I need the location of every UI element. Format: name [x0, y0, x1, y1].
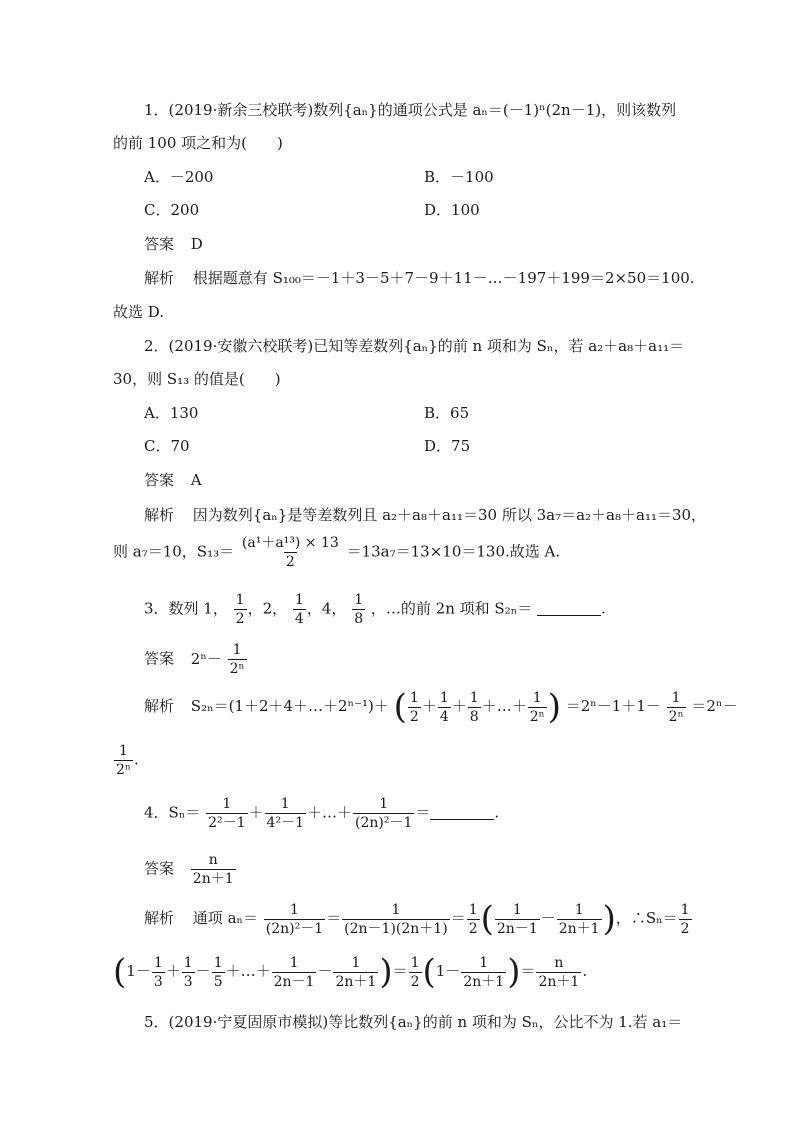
q3-term-2: 2: [262, 599, 273, 618]
denominator: 2n＋1: [192, 871, 234, 887]
numerator: 1: [289, 954, 299, 971]
numerator: 1: [119, 743, 128, 759]
numerator: n: [208, 852, 218, 868]
denominator: 4: [439, 708, 449, 725]
right-paren: ): [379, 952, 393, 992]
analysis-tail: ＝2ⁿ－: [691, 697, 738, 715]
q4-analysis-line1: 解析 通项 aₙ＝ $\frac{1}{\text{(2n)²－1}}$ ＝ $\frac{1}{(2n-1)(2n+1)}$ ＝ $\frac{1}{2}$ ( $\frac{1}{2n-1}$ － $\frac{1}{2n+1}$ )，∴Sₙ＝ $\frac{1}{2}$: [144, 899, 690, 939]
left-paren: (: [393, 687, 407, 727]
denominator: 8: [469, 708, 479, 725]
fraction-1-8: [352, 593, 365, 626]
denominator: 2: [410, 973, 420, 990]
term: 1－: [126, 962, 151, 980]
q1-option-a: A．－200: [144, 168, 214, 186]
fraction-numerator: (a¹＋a¹³) × 13: [241, 535, 339, 551]
numerator: n: [554, 954, 564, 971]
fraction: [342, 903, 450, 936]
left-paren: (: [480, 899, 494, 939]
analysis-post: ＝2ⁿ－1＋1－: [565, 697, 661, 715]
numerator: 1: [222, 796, 232, 812]
denominator: 3: [183, 973, 193, 990]
right-paren: ): [547, 687, 561, 727]
fraction: [528, 691, 547, 724]
q4-lhs: 4．Sₙ＝: [144, 803, 201, 822]
denominator: 5: [213, 973, 223, 990]
denominator: 2n－1: [273, 973, 315, 990]
left-paren: (: [113, 952, 127, 992]
q4-line1: 4．Sₙ＝ $\frac{1}{\text{2²－1}}$ ＋ $\frac{1}{\text{4²－1}}$ ＋…＋ $\frac{1}{\text{(2n)²－1}}$ ＝ .: [144, 796, 500, 831]
q1-line1: 1．(2019·新余三校联考)数列{aₙ}的通项公式是 aₙ＝(－1)ⁿ(2n－1)，则该数列: [144, 101, 677, 119]
fraction: [264, 903, 325, 936]
numerator: 1: [213, 954, 223, 971]
numerator: 1: [232, 642, 242, 658]
q4-answer: [144, 853, 237, 886]
numerator: 1: [439, 689, 449, 706]
answer-label: 答案: [144, 235, 175, 253]
fraction: [467, 903, 480, 936]
denominator: 2: [468, 920, 478, 937]
denominator: 2: [235, 611, 245, 627]
denominator: 2ⁿ: [529, 708, 545, 725]
analysis-label: 解析: [144, 697, 175, 715]
fraction: [438, 691, 451, 724]
denominator: 2²－1: [208, 815, 246, 831]
numerator: 1: [354, 592, 364, 608]
fraction: [667, 691, 686, 724]
answer-label: 答案: [144, 859, 175, 878]
q2-option-b: B．65: [424, 404, 470, 422]
numerator: 1: [532, 689, 542, 706]
fraction: [333, 956, 378, 989]
answer-blank: [537, 615, 601, 616]
numerator: 1: [512, 901, 522, 918]
denominator: 2n＋1: [558, 920, 600, 937]
denominator: 3: [153, 973, 163, 990]
answer-label: 答案: [144, 471, 175, 489]
left-paren: (: [422, 952, 436, 992]
numerator: 1: [671, 689, 681, 706]
fraction-denominator: 2: [285, 554, 295, 570]
q3-sep-4: ，: [331, 599, 347, 618]
fraction: [408, 691, 421, 724]
right-paren: ): [602, 899, 616, 939]
q3-suffix: ，…的前 2n 项和 S₂ₙ＝: [370, 599, 533, 618]
numerator: 1: [479, 954, 489, 971]
q1-line2: 的前 100 项之和为( ): [113, 134, 283, 152]
q3-line1: [144, 593, 606, 626]
q3-term-4: 4: [321, 599, 332, 618]
q2-option-d: D．75: [424, 437, 471, 455]
analysis-pre: S₂ₙ＝(1＋2＋4＋…＋2ⁿ⁻¹)＋: [190, 697, 389, 715]
analysis-post: ＝13a₇＝13×10＝130.故选 A.: [346, 542, 561, 561]
fraction: [212, 956, 225, 989]
numerator: 1: [574, 901, 584, 918]
denominator: (2n－1)(2n＋1): [344, 920, 448, 937]
plus-dots: ＋…＋: [306, 803, 352, 822]
therefore: ，∴Sₙ＝: [615, 909, 678, 927]
analysis-label: 解析: [144, 506, 175, 524]
q3-sep-1: ，: [247, 599, 263, 618]
fraction: [114, 744, 133, 777]
fraction: [461, 956, 506, 989]
numerator: 1: [290, 901, 299, 918]
right-paren: ): [507, 952, 521, 992]
q1-analysis-line1: [144, 271, 695, 286]
analysis-pre: 则 a₇＝10，S₁₃＝: [113, 542, 235, 561]
numerator: 1: [235, 592, 245, 608]
denominator: 2n＋1: [463, 973, 505, 990]
q3-answer: [144, 643, 248, 676]
fraction: [495, 903, 540, 936]
fraction: [468, 691, 481, 724]
q1-option-d: D．100: [424, 201, 480, 219]
denominator: 2: [680, 920, 690, 937]
s13-fraction: [240, 536, 341, 569]
answer-value: D: [190, 235, 203, 253]
answer-value: A: [190, 471, 202, 489]
numerator: 1: [280, 796, 290, 812]
q1-option-b: B．－100: [424, 168, 494, 186]
analysis-text: 通项 aₙ＝: [192, 909, 258, 927]
q1-option-c: C．200: [144, 201, 200, 219]
fraction-1-4: [293, 593, 306, 626]
analysis-label: 解析: [144, 909, 175, 927]
denominator: 4: [294, 611, 304, 627]
denominator: 2n－1: [496, 920, 538, 937]
fraction: [206, 797, 247, 830]
numerator: 1: [183, 954, 193, 971]
q3-analysis-line1: 解析 S₂ₙ＝(1＋2＋4＋…＋2ⁿ⁻¹)＋ ( $\frac{1}{2}$ ＋ $\frac{1}{4}$ ＋ $\frac{1}{8}$ ＋…＋ $\frac{1}{\text{2ⁿ}}$ ) ＝2ⁿ－1＋1－ $\frac{1}{\text{2ⁿ}}$ ＝2ⁿ－: [144, 687, 738, 727]
q2-analysis-line2: [113, 536, 560, 569]
numerator: 1: [409, 689, 419, 706]
q2-answer: [144, 473, 202, 488]
numerator: 1: [391, 901, 401, 918]
q2-option-a: A．130: [144, 404, 199, 422]
answer-pre: 2ⁿ－: [190, 649, 222, 668]
q5-line1: 5．(2019·宁夏固原市模拟)等比数列{aₙ}的前 n 项和为 Sₙ，公比不为 1.若 a₁＝: [144, 1013, 683, 1031]
q2-analysis-line1: [144, 508, 706, 523]
fraction: [679, 903, 692, 936]
answer-fraction: [228, 643, 247, 676]
denominator: (2n)²－1: [265, 920, 324, 937]
numerator: 1: [294, 592, 304, 608]
numerator: 1: [680, 901, 690, 918]
q1-analysis-line2: 故选 D.: [113, 303, 165, 321]
numerator: 1: [468, 901, 478, 918]
analysis-text: 因为数列{aₙ}是等差数列且 a₂＋a₈＋a₁₁＝30 所以 3a₇＝a₂＋a₈＋a₁₁＝30，: [192, 506, 707, 524]
q3-sep-3: ，: [306, 599, 322, 618]
denominator: 2: [409, 708, 419, 725]
fraction: [557, 903, 602, 936]
numerator: 1: [351, 954, 361, 971]
q2-option-c: C．70: [144, 437, 190, 455]
numerator: 1: [153, 954, 163, 971]
denominator: 4²－1: [266, 815, 304, 831]
numerator: 1: [410, 954, 420, 971]
q1-answer: [144, 237, 203, 252]
analysis-text: 根据题意有 S₁₀₀＝－1＋3－5＋7－9＋11－…－197＋199＝2×50＝100.: [192, 269, 695, 287]
denominator: 2n＋1: [335, 973, 377, 990]
answer-blank: [430, 819, 494, 820]
answer-fraction: [191, 853, 236, 886]
numerator: 1: [469, 689, 479, 706]
denominator: (2n)²－1: [355, 815, 413, 831]
q2-line1: 2．(2019·安徽六校联考)已知等差数列{aₙ}的前 n 项和为 Sₙ，若 a₂＋a₈＋a₁₁＝: [144, 337, 685, 355]
q3-analysis-line2: $\frac{1}{\text{2ⁿ}}$ .: [116, 743, 139, 778]
q3-sep-2: ，: [272, 599, 288, 618]
fraction-1-2: [234, 593, 247, 626]
analysis-label: 解析: [144, 269, 175, 287]
q3-end: .: [600, 599, 606, 618]
fraction: [182, 956, 195, 989]
denominator: 8: [354, 611, 364, 627]
denominator: 2ⁿ: [668, 708, 684, 725]
fraction: [353, 797, 414, 830]
denominator: 2n＋1: [538, 973, 580, 990]
denominator: 2ⁿ: [229, 661, 245, 677]
fraction: [536, 956, 581, 989]
q4-analysis-line2: (1－ $\frac{1}{3}$ ＋ $\frac{1}{3}$ － $\frac{1}{5}$ ＋…＋ $\frac{1}{2n-1}$ － $\frac{1}{2n+1}$ )＝ $\frac{1}{2}$ (1－ $\frac{1}{2n+1}$ )＝ $\frac{n}{2n+1}$ .: [113, 952, 588, 992]
answer-label: 答案: [144, 649, 175, 668]
denominator: 2ⁿ: [116, 762, 131, 778]
q3-prefix: 3．数列 1，: [144, 599, 228, 618]
fraction: [152, 956, 165, 989]
q2-line2: 30，则 S₁₃ 的值是( ): [113, 370, 281, 388]
numerator: 1: [379, 796, 389, 812]
fraction: [409, 956, 422, 989]
fraction: [272, 956, 317, 989]
fraction: [265, 797, 306, 830]
